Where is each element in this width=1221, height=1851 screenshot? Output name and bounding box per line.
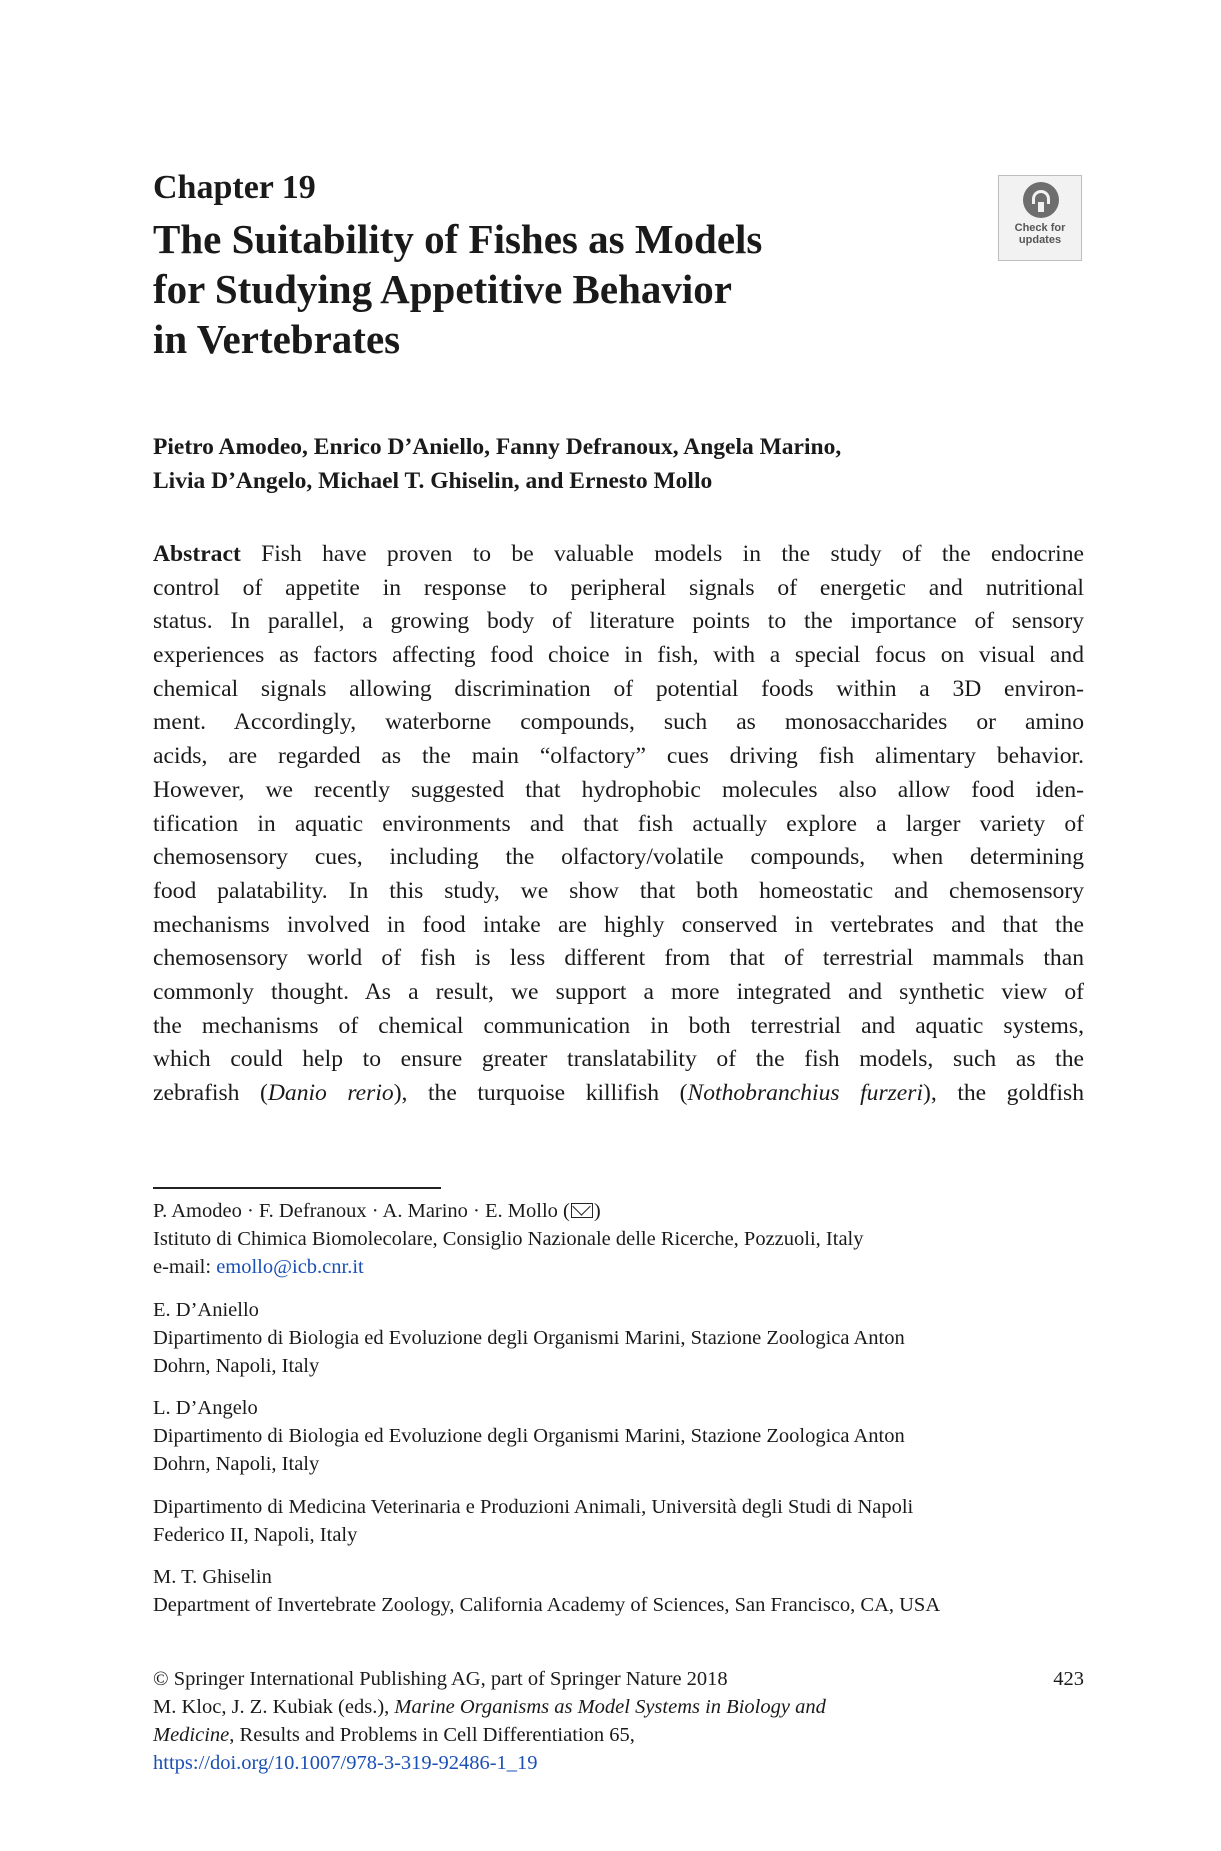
email-link[interactable]: emollo@icb.cnr.it xyxy=(216,1256,364,1278)
abstract-line: However, we recently suggested that hydrophobic molecules also allow food iden- xyxy=(153,776,1084,803)
copyright-line: © Springer International Publishing AG, part of Springer Nature 2018 xyxy=(153,1668,728,1690)
book-title: Marine Organisms as Model Systems in Biology and xyxy=(394,1696,826,1718)
abstract-line: status. In parallel, a growing body of literature points to the importance of sensory xyxy=(153,608,1084,635)
abstract-line xyxy=(153,1077,1084,1111)
check-for-updates-label xyxy=(999,222,1081,246)
abstract-line: food palatability. In this study, we show that both homeostatic and chemosensory xyxy=(153,877,1084,904)
chapter-label: Chapter 19 xyxy=(153,169,316,206)
abstract-line: experiences as factors affecting food choice in fish, with a special focus on visual and xyxy=(153,642,1084,669)
abstract xyxy=(153,538,1084,1111)
email-label: e-mail: xyxy=(153,1256,217,1278)
affiliation-block xyxy=(153,1197,1093,1281)
abstract-line: the mechanisms of chemical communication in both terrestrial and aquatic systems, xyxy=(153,1012,1084,1039)
abstract-line xyxy=(153,538,1084,572)
check-for-updates-badge[interactable] xyxy=(998,175,1082,261)
abstract-text: ), the goldfish xyxy=(923,1080,1085,1106)
abstract-text: zebrafish ( xyxy=(153,1080,268,1106)
abstract-line: which could help to ensure greater translatability of the fish models, such as the xyxy=(153,1046,1084,1073)
affiliation-institution: Federico II, Napoli, Italy xyxy=(153,1524,358,1546)
citation-line xyxy=(153,1693,1083,1721)
affiliation-author: L. D’Angelo xyxy=(153,1397,258,1419)
abstract-label: Abstract xyxy=(153,541,241,567)
abstract-line: chemosensory cues, including the olfactory/volatile compounds, when determining xyxy=(153,844,1084,871)
author-line: Pietro Amodeo, Enrico D’Aniello, Fanny Defranoux, Angela Marino, xyxy=(153,434,842,460)
book-title: Medicine xyxy=(153,1724,230,1746)
abstract-line: control of appetite in response to peripheral signals of energetic and nutritional xyxy=(153,574,1084,601)
chapter-title xyxy=(153,214,853,364)
author-list xyxy=(153,430,1083,498)
abstract-line: ment. Accordingly, waterborne compounds, such as monosaccharides or amino xyxy=(153,709,1084,736)
affiliation-institution: Dipartimento di Biologia ed Evoluzione degli Organismi Marini, Stazione Zoologica Anton xyxy=(153,1425,905,1447)
doi-link[interactable]: https://doi.org/10.1007/978-3-319-92486-1_19 xyxy=(153,1752,538,1774)
abstract-text: ), the turquoise killifish ( xyxy=(393,1080,688,1106)
footnote-divider xyxy=(153,1187,441,1189)
abstract-line: chemosensory world of fish is less different from that of terrestrial mammals than xyxy=(153,945,1084,972)
affiliation-author: E. D’Aniello xyxy=(153,1299,259,1321)
citation-line xyxy=(153,1721,1083,1749)
affiliation-institution: Dipartimento di Biologia ed Evoluzione degli Organismi Marini, Stazione Zoologica Anton xyxy=(153,1327,905,1349)
chapter-title-line: in Vertebrates xyxy=(153,316,401,362)
affiliation-institution: Dohrn, Napoli, Italy xyxy=(153,1355,320,1377)
affiliation-author: M. T. Ghiselin xyxy=(153,1566,272,1588)
affiliation-institution: Dipartimento di Medicina Veterinaria e Produzioni Animali, Università degli Studi di Napoli xyxy=(153,1496,914,1518)
author-line: Livia D’Angelo, Michael T. Ghiselin, and Ernesto Mollo xyxy=(153,468,713,494)
affiliation-institution: Istituto di Chimica Biomolecolare, Consiglio Nazionale delle Ricerche, Pozzuoli, Italy xyxy=(153,1228,864,1250)
affiliation-block xyxy=(153,1493,1093,1549)
abstract-line: tification in aquatic environments and that fish actually explore a larger variety of xyxy=(153,810,1084,837)
abstract-line: chemical signals allowing discrimination of potential foods within a 3D environ- xyxy=(153,675,1084,702)
affiliation-institution: Department of Invertebrate Zoology, California Academy of Sciences, San Francisco, CA, USA xyxy=(153,1594,941,1616)
badge-line: Check for xyxy=(1014,222,1066,234)
affiliation-block xyxy=(153,1394,1093,1478)
chapter-title-line: The Suitability of Fishes as Models xyxy=(153,216,763,262)
affiliation-email-line xyxy=(153,1253,1093,1281)
envelope-icon xyxy=(571,1203,593,1218)
abstract-line: mechanisms involved in food intake are highly conserved in vertebrates and that the xyxy=(153,911,1084,938)
chapter-title-line: for Studying Appetitive Behavior xyxy=(153,266,732,312)
affiliation-institution: Dohrn, Napoli, Italy xyxy=(153,1453,320,1475)
abstract-line: commonly thought. As a result, we support a more integrated and synthetic view of xyxy=(153,978,1084,1005)
affiliation-block xyxy=(153,1296,1093,1380)
badge-line: updates xyxy=(1018,234,1062,246)
series-info: , Results and Problems in Cell Differentiation 65, xyxy=(229,1724,635,1746)
citation-footer xyxy=(153,1665,1083,1777)
affiliation-names xyxy=(153,1197,1093,1225)
editors: M. Kloc, J. Z. Kubiak (eds.), xyxy=(153,1696,395,1718)
affiliation-block xyxy=(153,1563,1093,1619)
affiliation-paren: ) xyxy=(593,1200,601,1222)
citation-line xyxy=(153,1749,1083,1777)
species-name: Danio rerio xyxy=(267,1080,394,1106)
affiliation-authors: P. Amodeo · F. Defranoux · A. Marino · E. Mollo ( xyxy=(153,1200,570,1222)
check-for-updates-icon xyxy=(1023,182,1059,218)
abstract-line: acids, are regarded as the main “olfactory” cues driving fish alimentary behavior. xyxy=(153,743,1084,770)
species-name: Nothobranchius furzeri xyxy=(687,1080,924,1106)
abstract-text: Fish have proven to be valuable models in the study of the endocrine xyxy=(261,541,1084,567)
page-number: 423 xyxy=(1053,1668,1084,1690)
